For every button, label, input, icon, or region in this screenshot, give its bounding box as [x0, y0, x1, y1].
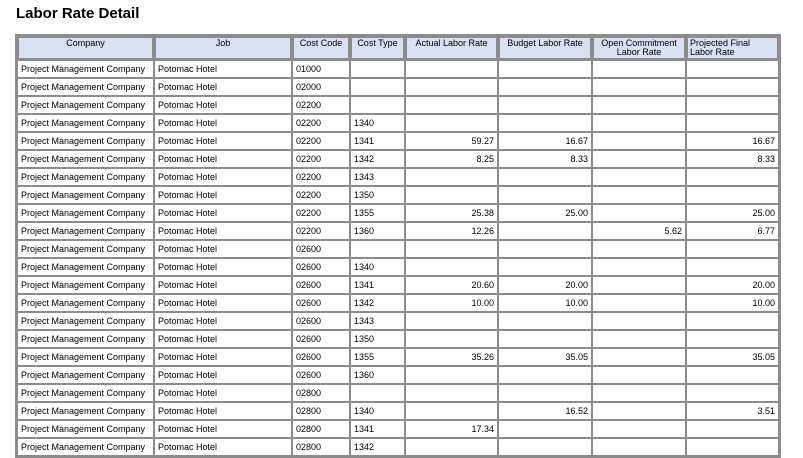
actual-labor-rate-cell: 17.34: [405, 420, 498, 438]
column-header-cost-code[interactable]: Cost Code: [292, 36, 350, 60]
page-title: Labor Rate Detail: [16, 5, 140, 22]
budget-labor-rate-cell: 16.52: [498, 402, 592, 420]
job-cell: Potomac Hotel: [154, 186, 292, 204]
company-cell: Project Management Company: [17, 150, 154, 168]
column-header-job[interactable]: Job: [154, 36, 292, 60]
cost-code-cell: 02800: [292, 438, 350, 456]
table-row[interactable]: [17, 240, 779, 258]
budget-labor-rate-cell: 25.00: [498, 204, 592, 222]
company-cell: Project Management Company: [17, 438, 154, 456]
cost-code-cell: 02200: [292, 204, 350, 222]
projected-final-labor-rate-cell: 25.00: [686, 204, 779, 222]
header-row: [17, 36, 779, 60]
job-cell: Potomac Hotel: [154, 438, 292, 456]
job-cell: Potomac Hotel: [154, 114, 292, 132]
projected-final-labor-rate-cell: 8.33: [686, 150, 779, 168]
actual-labor-rate-cell: [405, 168, 498, 186]
cost-type-cell: 1340: [350, 402, 405, 420]
budget-labor-rate-cell: [498, 366, 592, 384]
projected-final-labor-rate-cell: [686, 330, 779, 348]
budget-labor-rate-cell: 10.00: [498, 294, 592, 312]
open-commitment-labor-rate-cell: [592, 78, 686, 96]
projected-final-labor-rate-cell: [686, 114, 779, 132]
actual-labor-rate-cell: 59.27: [405, 132, 498, 150]
cost-type-cell: 1341: [350, 276, 405, 294]
cost-type-cell: 1342: [350, 294, 405, 312]
budget-labor-rate-cell: [498, 240, 592, 258]
open-commitment-labor-rate-cell: [592, 168, 686, 186]
actual-labor-rate-cell: [405, 312, 498, 330]
job-cell: Potomac Hotel: [154, 96, 292, 114]
projected-final-labor-rate-cell: 10.00: [686, 294, 779, 312]
cost-type-cell: [350, 78, 405, 96]
cost-code-cell: 02600: [292, 366, 350, 384]
cost-code-cell: 02600: [292, 294, 350, 312]
table-row[interactable]: [17, 132, 779, 150]
budget-labor-rate-cell: [498, 78, 592, 96]
cost-type-cell: 1355: [350, 348, 405, 366]
table-row[interactable]: [17, 312, 779, 330]
job-cell: Potomac Hotel: [154, 222, 292, 240]
company-cell: Project Management Company: [17, 258, 154, 276]
budget-labor-rate-cell: 35.05: [498, 348, 592, 366]
actual-labor-rate-cell: [405, 240, 498, 258]
projected-final-labor-rate-cell: [686, 96, 779, 114]
budget-labor-rate-cell: 16.67: [498, 132, 592, 150]
company-cell: Project Management Company: [17, 294, 154, 312]
open-commitment-labor-rate-cell: [592, 312, 686, 330]
table-row[interactable]: [17, 150, 779, 168]
projected-final-labor-rate-cell: [686, 60, 779, 78]
projected-final-labor-rate-cell: [686, 78, 779, 96]
actual-labor-rate-cell: 12.26: [405, 222, 498, 240]
company-cell: Project Management Company: [17, 222, 154, 240]
open-commitment-labor-rate-cell: [592, 294, 686, 312]
table-row[interactable]: [17, 60, 779, 78]
actual-labor-rate-cell: 25.38: [405, 204, 498, 222]
cost-type-cell: 1341: [350, 420, 405, 438]
company-cell: Project Management Company: [17, 78, 154, 96]
company-cell: Project Management Company: [17, 348, 154, 366]
table-row[interactable]: [17, 438, 779, 456]
company-cell: Project Management Company: [17, 330, 154, 348]
cost-code-cell: 02600: [292, 312, 350, 330]
open-commitment-labor-rate-cell: [592, 258, 686, 276]
cost-type-cell: 1343: [350, 168, 405, 186]
budget-labor-rate-cell: [498, 60, 592, 78]
actual-labor-rate-cell: [405, 96, 498, 114]
cost-code-cell: 02200: [292, 222, 350, 240]
actual-labor-rate-cell: [405, 186, 498, 204]
budget-labor-rate-cell: [498, 384, 592, 402]
cost-code-cell: 02800: [292, 420, 350, 438]
budget-labor-rate-cell: [498, 438, 592, 456]
budget-labor-rate-cell: [498, 420, 592, 438]
cost-code-cell: 02200: [292, 132, 350, 150]
column-header-actual-labor-rate[interactable]: Actual Labor Rate: [405, 36, 498, 60]
actual-labor-rate-cell: [405, 402, 498, 420]
table-row[interactable]: [17, 366, 779, 384]
company-cell: Project Management Company: [17, 276, 154, 294]
open-commitment-labor-rate-cell: [592, 348, 686, 366]
column-header-projected-final-labor-rate[interactable]: Projected Final Labor Rate: [686, 36, 779, 60]
cost-code-cell: 02600: [292, 258, 350, 276]
table-row[interactable]: [17, 384, 779, 402]
job-cell: Potomac Hotel: [154, 168, 292, 186]
open-commitment-labor-rate-cell: [592, 150, 686, 168]
open-commitment-labor-rate-cell: [592, 60, 686, 78]
projected-final-labor-rate-cell: [686, 438, 779, 456]
cost-type-cell: 1342: [350, 438, 405, 456]
cost-type-cell: 1340: [350, 258, 405, 276]
cost-type-cell: 1360: [350, 366, 405, 384]
cost-code-cell: 02000: [292, 78, 350, 96]
cost-type-cell: 1340: [350, 114, 405, 132]
cost-code-cell: 02200: [292, 114, 350, 132]
job-cell: Potomac Hotel: [154, 78, 292, 96]
cost-type-cell: [350, 60, 405, 78]
projected-final-labor-rate-cell: 16.67: [686, 132, 779, 150]
projected-final-labor-rate-cell: 20.00: [686, 276, 779, 294]
open-commitment-labor-rate-cell: [592, 420, 686, 438]
table-row[interactable]: [17, 348, 779, 366]
table-row[interactable]: [17, 276, 779, 294]
table-row[interactable]: [17, 204, 779, 222]
cost-code-cell: 02200: [292, 96, 350, 114]
actual-labor-rate-cell: 35.26: [405, 348, 498, 366]
company-cell: Project Management Company: [17, 402, 154, 420]
cost-code-cell: 01000: [292, 60, 350, 78]
cost-type-cell: 1355: [350, 204, 405, 222]
column-header-open-commitment-labor-rate[interactable]: Open Commitment Labor Rate: [592, 36, 686, 60]
actual-labor-rate-cell: 10.00: [405, 294, 498, 312]
budget-labor-rate-cell: 20.00: [498, 276, 592, 294]
budget-labor-rate-cell: [498, 222, 592, 240]
company-cell: Project Management Company: [17, 168, 154, 186]
actual-labor-rate-cell: [405, 384, 498, 402]
cost-type-cell: 1350: [350, 186, 405, 204]
job-cell: Potomac Hotel: [154, 312, 292, 330]
company-cell: Project Management Company: [17, 312, 154, 330]
job-cell: Potomac Hotel: [154, 150, 292, 168]
cost-code-cell: 02600: [292, 348, 350, 366]
company-cell: Project Management Company: [17, 186, 154, 204]
open-commitment-labor-rate-cell: 5.62: [592, 222, 686, 240]
cost-type-cell: [350, 240, 405, 258]
open-commitment-labor-rate-cell: [592, 384, 686, 402]
table-row[interactable]: [17, 258, 779, 276]
cost-code-cell: 02800: [292, 402, 350, 420]
budget-labor-rate-cell: [498, 312, 592, 330]
column-header-budget-labor-rate[interactable]: Budget Labor Rate: [498, 36, 592, 60]
budget-labor-rate-cell: 8.33: [498, 150, 592, 168]
actual-labor-rate-cell: [405, 60, 498, 78]
open-commitment-labor-rate-cell: [592, 330, 686, 348]
company-cell: Project Management Company: [17, 60, 154, 78]
cost-type-cell: 1343: [350, 312, 405, 330]
cost-type-cell: 1360: [350, 222, 405, 240]
company-cell: Project Management Company: [17, 114, 154, 132]
open-commitment-labor-rate-cell: [592, 114, 686, 132]
budget-labor-rate-cell: [498, 330, 592, 348]
job-cell: Potomac Hotel: [154, 258, 292, 276]
actual-labor-rate-cell: [405, 438, 498, 456]
actual-labor-rate-cell: 8.25: [405, 150, 498, 168]
projected-final-labor-rate-cell: [686, 420, 779, 438]
actual-labor-rate-cell: [405, 78, 498, 96]
cost-type-cell: 1342: [350, 150, 405, 168]
open-commitment-labor-rate-cell: [592, 186, 686, 204]
company-cell: Project Management Company: [17, 96, 154, 114]
cost-code-cell: 02200: [292, 168, 350, 186]
table-row[interactable]: [17, 330, 779, 348]
cost-code-cell: 02600: [292, 276, 350, 294]
job-cell: Potomac Hotel: [154, 294, 292, 312]
cost-type-cell: [350, 384, 405, 402]
table-row[interactable]: [17, 222, 779, 240]
open-commitment-labor-rate-cell: [592, 240, 686, 258]
job-cell: Potomac Hotel: [154, 420, 292, 438]
job-cell: Potomac Hotel: [154, 204, 292, 222]
projected-final-labor-rate-cell: [686, 366, 779, 384]
open-commitment-labor-rate-cell: [592, 402, 686, 420]
projected-final-labor-rate-cell: [686, 168, 779, 186]
job-cell: Potomac Hotel: [154, 132, 292, 150]
open-commitment-labor-rate-cell: [592, 276, 686, 294]
table-row[interactable]: [17, 402, 779, 420]
projected-final-labor-rate-cell: [686, 258, 779, 276]
job-cell: Potomac Hotel: [154, 330, 292, 348]
company-cell: Project Management Company: [17, 384, 154, 402]
job-cell: Potomac Hotel: [154, 402, 292, 420]
cost-code-cell: 02800: [292, 384, 350, 402]
actual-labor-rate-cell: [405, 114, 498, 132]
projected-final-labor-rate-cell: [686, 384, 779, 402]
projected-final-labor-rate-cell: [686, 240, 779, 258]
table-row[interactable]: [17, 186, 779, 204]
actual-labor-rate-cell: 20.60: [405, 276, 498, 294]
cost-type-cell: 1350: [350, 330, 405, 348]
budget-labor-rate-cell: [498, 168, 592, 186]
budget-labor-rate-cell: [498, 186, 592, 204]
open-commitment-labor-rate-cell: [592, 96, 686, 114]
job-cell: Potomac Hotel: [154, 240, 292, 258]
table-body: [17, 60, 779, 456]
actual-labor-rate-cell: [405, 330, 498, 348]
cost-code-cell: 02200: [292, 186, 350, 204]
actual-labor-rate-cell: [405, 366, 498, 384]
column-header-company[interactable]: Company: [17, 36, 154, 60]
company-cell: Project Management Company: [17, 204, 154, 222]
table-row[interactable]: [17, 420, 779, 438]
table-row[interactable]: [17, 168, 779, 186]
projected-final-labor-rate-cell: 35.05: [686, 348, 779, 366]
cost-code-cell: 02600: [292, 240, 350, 258]
projected-final-labor-rate-cell: [686, 186, 779, 204]
actual-labor-rate-cell: [405, 258, 498, 276]
open-commitment-labor-rate-cell: [592, 438, 686, 456]
table-row[interactable]: [17, 78, 779, 96]
cost-type-cell: 1341: [350, 132, 405, 150]
company-cell: Project Management Company: [17, 420, 154, 438]
projected-final-labor-rate-cell: [686, 312, 779, 330]
job-cell: Potomac Hotel: [154, 60, 292, 78]
cost-code-cell: 02200: [292, 150, 350, 168]
projected-final-labor-rate-cell: 3.51: [686, 402, 779, 420]
company-cell: Project Management Company: [17, 132, 154, 150]
job-cell: Potomac Hotel: [154, 366, 292, 384]
column-header-cost-type[interactable]: Cost Type: [350, 36, 405, 60]
table-row[interactable]: [17, 96, 779, 114]
projected-final-labor-rate-cell: 6.77: [686, 222, 779, 240]
job-cell: Potomac Hotel: [154, 276, 292, 294]
table-row[interactable]: [17, 114, 779, 132]
job-cell: Potomac Hotel: [154, 384, 292, 402]
job-cell: Potomac Hotel: [154, 348, 292, 366]
cost-type-cell: [350, 96, 405, 114]
open-commitment-labor-rate-cell: [592, 204, 686, 222]
open-commitment-labor-rate-cell: [592, 366, 686, 384]
company-cell: Project Management Company: [17, 240, 154, 258]
budget-labor-rate-cell: [498, 96, 592, 114]
cost-code-cell: 02600: [292, 330, 350, 348]
open-commitment-labor-rate-cell: [592, 132, 686, 150]
labor-rate-table: [15, 34, 781, 458]
company-cell: Project Management Company: [17, 366, 154, 384]
budget-labor-rate-cell: [498, 114, 592, 132]
budget-labor-rate-cell: [498, 258, 592, 276]
table-row[interactable]: [17, 294, 779, 312]
